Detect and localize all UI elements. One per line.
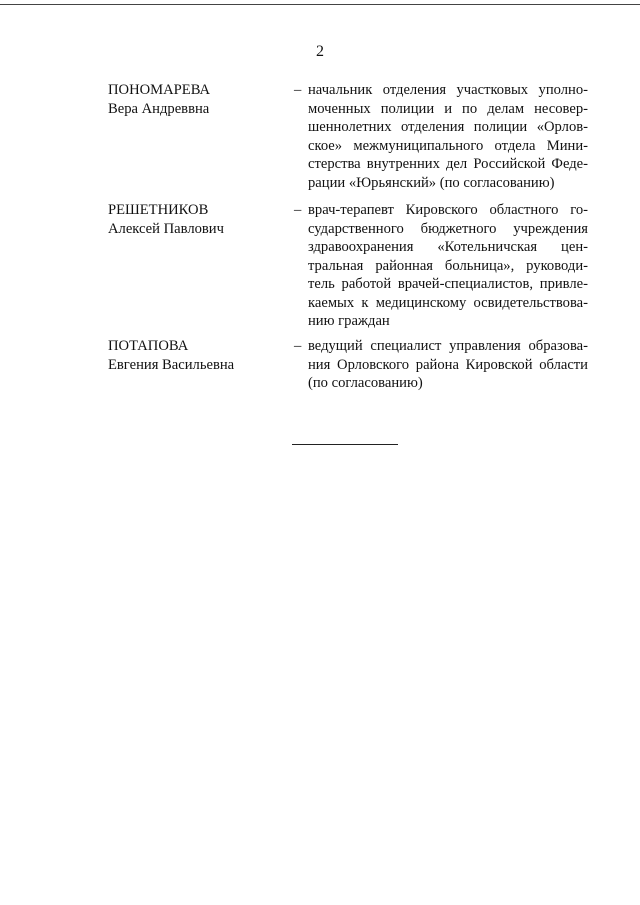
role-line: моченных полиции и по делам несовер- [308, 100, 588, 117]
end-of-list-rule [292, 444, 398, 445]
member-given-names: Евгения Васильевна [108, 356, 235, 373]
role-line: сударственного бюджетного учреждения [308, 220, 588, 237]
role-line: начальник отделения участковых уполно- [308, 82, 588, 98]
role-line: нию граждан [308, 313, 390, 329]
role-line: здравоохранения «Котельничская цен- [308, 239, 588, 255]
role-line: рации «Юрьянский» (по согласованию) [308, 174, 555, 191]
member-name [108, 81, 278, 118]
member-entry [108, 337, 588, 467]
role-line: тральная районная больница», руководи- [308, 257, 588, 274]
member-surname: ПОТАПОВА [108, 338, 189, 354]
member-surname: РЕШЕТНИКОВ [108, 202, 209, 218]
member-role [308, 337, 588, 393]
member-given-names: Алексей Павлович [108, 220, 224, 237]
member-role [308, 201, 588, 331]
member-entry [108, 81, 588, 211]
role-line: врач-терапевт Кировского областного го- [308, 202, 588, 218]
role-line: шеннолетних отделения полиции «Орлов- [308, 119, 588, 135]
dash-separator: – [294, 82, 302, 98]
member-surname: ПОНОМАРЕВА [108, 82, 211, 98]
role-line: каемых к медицинскому освидетельствова- [308, 294, 588, 311]
dash-separator: – [294, 338, 302, 354]
top-rule [0, 4, 640, 5]
member-name [108, 337, 278, 374]
member-role [308, 81, 588, 192]
role-line: ведущий специалист управления образова- [308, 338, 588, 354]
member-given-names: Вера Андреввна [108, 100, 210, 117]
role-line: (по согласованию) [308, 375, 423, 391]
role-line: ния Орловского района Кировской области [308, 356, 588, 373]
role-line: стерства внутренних дел Российской Феде- [308, 156, 588, 172]
member-name [108, 201, 278, 238]
dash-separator: – [294, 202, 302, 218]
role-line: тель работой врачей-специалистов, привле- [308, 276, 588, 292]
role-line: ское» межмуниципального отдела Мини- [308, 137, 588, 154]
member-entry [108, 201, 588, 331]
page-number: 2 [316, 43, 324, 60]
